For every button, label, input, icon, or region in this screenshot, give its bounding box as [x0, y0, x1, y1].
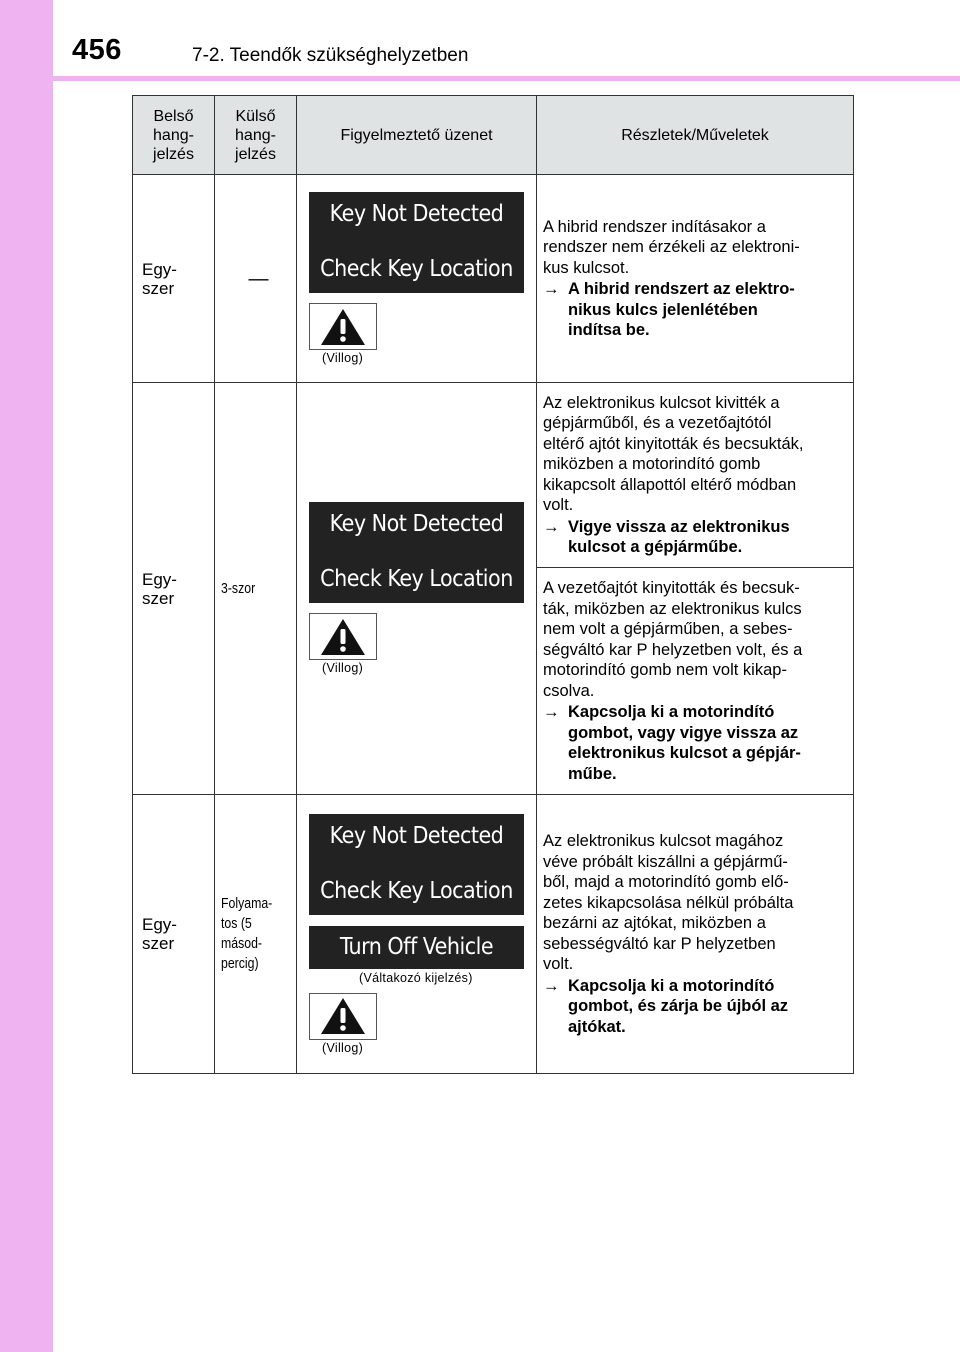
cell-text: —	[248, 267, 269, 290]
action-line: gombot, és zárja be újból az	[568, 997, 789, 1015]
table-header-row	[133, 96, 854, 175]
header-text: Külső	[235, 107, 276, 125]
cell-text: szer	[142, 278, 175, 298]
table-row	[133, 795, 854, 1074]
action-line: elektronikus kulcsot a gépjár-	[568, 744, 801, 762]
display-line: Check Key Location	[320, 566, 513, 592]
cell-text: Folyama-	[221, 895, 273, 912]
header-text: hang-	[153, 126, 194, 144]
arrow-icon: →	[543, 280, 560, 298]
internal-buzzer-cell	[133, 175, 215, 383]
detail-line: csolva.	[543, 681, 595, 700]
details-cell	[537, 568, 854, 795]
warning-message-cell	[297, 175, 537, 383]
cell-text: Egy-	[142, 569, 177, 589]
action-block	[543, 702, 845, 784]
header-details: Részletek/Műveletek	[537, 96, 854, 175]
multi-information-display	[309, 814, 524, 915]
detail-line: miközben a motorindító gomb	[543, 455, 761, 473]
detail-line: véve próbált kiszállni a gépjármű-	[543, 852, 788, 871]
detail-line: nem volt a gépjárműben, a sebes-	[543, 620, 793, 638]
arrow-icon: →	[543, 703, 560, 721]
cell-text: Egy-	[142, 915, 177, 934]
warning-triangle-icon	[309, 993, 377, 1040]
detail-line: rendszer nem érzékeli az elektroni-	[543, 238, 800, 256]
details-cell	[537, 795, 854, 1074]
internal-buzzer-cell	[133, 795, 215, 1074]
table-row	[133, 175, 854, 383]
alternate-caption: (Váltakozó kijelzés)	[359, 970, 473, 985]
detail-line: eltérő ajtót kinyitották és becsukták,	[543, 434, 804, 453]
detail-line: A vezetőajtót kinyitották és becsuk-	[543, 579, 800, 597]
display-line: Key Not Detected	[329, 201, 504, 227]
cell-text: 3-szor	[221, 579, 256, 597]
header-warning-message: Figyelmeztető üzenet	[297, 96, 537, 175]
warning-message-cell	[297, 795, 537, 1074]
left-margin-band	[0, 0, 53, 1352]
page-number: 456	[72, 34, 122, 66]
multi-information-display	[309, 192, 524, 293]
details-cell	[537, 383, 854, 568]
flash-caption: (Villog)	[322, 1040, 364, 1055]
action-line: Vigye vissza az elektronikus	[568, 517, 790, 536]
detail-line: motorindító gomb nem volt kikap-	[543, 661, 787, 679]
action-line: műbe.	[568, 764, 617, 783]
detail-line: sebességváltó kar P helyzetben	[543, 934, 776, 953]
detail-line: ből, majd a motorindító gomb elő-	[543, 873, 789, 891]
detail-line: ták, miközben az elektronikus kulcs	[543, 599, 802, 618]
action-line: ajtókat.	[568, 1017, 626, 1036]
action-block	[543, 279, 845, 341]
external-buzzer-cell	[215, 175, 297, 383]
cell-text: tos (5	[221, 915, 252, 932]
header-text: Belső	[153, 107, 194, 125]
multi-information-display-alternate: Turn Off Vehicle	[309, 926, 524, 969]
internal-buzzer-cell	[133, 383, 215, 795]
cell-text: szer	[142, 588, 175, 608]
warning-message-table	[132, 95, 854, 1074]
action-line: Kapcsolja ki a motorindító	[568, 703, 775, 721]
display-line: Key Not Detected	[329, 822, 504, 849]
external-buzzer-cell	[215, 795, 297, 1074]
flash-caption: (Villog)	[322, 661, 364, 675]
header-external-buzzer	[215, 96, 297, 175]
action-line: nikus kulcs jelenlétében	[568, 300, 758, 319]
detail-line: kikapcsolt állapottól eltérő módban	[543, 475, 797, 494]
display-line: Check Key Location	[320, 256, 513, 282]
flash-caption: (Villog)	[322, 351, 364, 365]
arrow-icon: →	[543, 517, 560, 536]
cell-text: szer	[142, 934, 175, 953]
detail-line: zetes kikapcsolása nélkül próbálta	[543, 893, 794, 912]
detail-line: ségváltó kar P helyzetben volt, és a	[543, 640, 803, 659]
table-row	[133, 383, 854, 568]
warning-message-cell	[297, 383, 537, 795]
detail-line: A hibrid rendszer indításakor a	[543, 217, 766, 236]
action-block	[543, 517, 845, 558]
action-line: gombot, vagy vigye vissza az	[568, 723, 799, 742]
detail-line: volt.	[543, 955, 574, 973]
detail-line: Az elektronikus kulcsot kivitték a	[543, 393, 780, 412]
display-line: Check Key Location	[320, 877, 513, 904]
external-buzzer-cell	[215, 383, 297, 795]
detail-line: kus kulcsot.	[543, 258, 630, 277]
header-internal-buzzer	[133, 96, 215, 175]
header-rule	[53, 76, 960, 81]
action-block	[543, 976, 845, 1038]
warning-triangle-icon	[309, 613, 377, 660]
detail-line: volt.	[543, 496, 574, 514]
detail-line: bezárni az ajtókat, miközben a	[543, 914, 766, 932]
cell-text: Egy-	[142, 259, 177, 279]
details-cell	[537, 175, 854, 383]
detail-line: Az elektronikus kulcsot magához	[543, 832, 784, 850]
detail-line: gépjárműből, és a vezetőajtótól	[543, 414, 772, 432]
action-line: kulcsot a gépjárműbe.	[568, 538, 743, 556]
warning-triangle-icon	[309, 303, 377, 350]
header-text: jelzés	[235, 145, 276, 163]
section-title: 7-2. Teendők szükséghelyzetben	[192, 45, 469, 66]
cell-text: másod-	[221, 935, 263, 952]
multi-information-display	[309, 502, 524, 603]
header-text: jelzés	[153, 145, 194, 163]
arrow-icon: →	[543, 976, 560, 995]
action-line: A hibrid rendszert az elektro-	[568, 280, 795, 298]
action-line: indítsa be.	[568, 321, 650, 339]
display-line: Key Not Detected	[329, 511, 504, 537]
cell-text: percig)	[221, 955, 259, 972]
header-text: hang-	[235, 126, 276, 144]
action-line: Kapcsolja ki a motorindító	[568, 976, 775, 995]
